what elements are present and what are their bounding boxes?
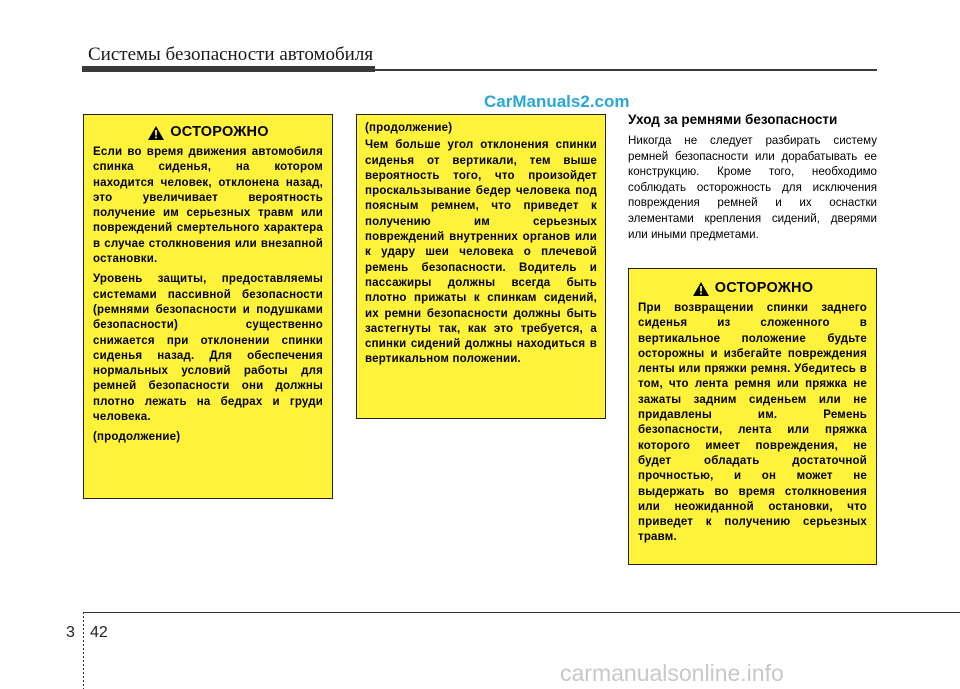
warning-paragraph: Чем больше угол отклонения спинки сиденья от вертикали, тем выше вероятность того, что произойдет проскальзывание бедер человека под поясным ремнем, что приведет к получению им серьезных повреждений внутренних органов или к удару шеи человека о плечевой ремень безопасности. Водитель и пассажиры должны всегда быть плотно прижаты к спинкам сидений, их ремни безопасности должны быть застегнуты так, как это требуется, а спинки сидений должны находиться в вертикальном положении.	[365, 139, 597, 366]
warning-triangle-icon	[147, 125, 165, 141]
continued-note: (продолжение)	[93, 431, 181, 444]
warning-paragraph: Если во время движения автомобиля спинка сиденья, на котором находится человек, отклонена назад, это увеличивает вероятность получение им серьезных травм или повреждений смертельного характера в случае столкновения или внезапной остановки.	[93, 146, 323, 266]
warning-header	[93, 125, 323, 141]
page-number: 42	[90, 624, 108, 641]
warning-triangle-icon	[692, 281, 710, 297]
warning-box-2	[356, 114, 606, 419]
chapter-number: 3	[66, 624, 75, 641]
header-rule-thick	[82, 66, 375, 72]
watermark-top: CarManuals2.com	[484, 92, 630, 111]
warning-box-3	[628, 268, 877, 565]
header-rule-thin	[375, 69, 877, 71]
continued-note: (продолжение)	[365, 122, 453, 134]
footer-divider	[83, 612, 84, 689]
warning-box-1	[83, 114, 333, 499]
footer-rule	[83, 612, 960, 613]
chapter-header-title: Системы безопасности автомобиля	[88, 44, 374, 65]
warning-title: ОСТОРОЖНО	[170, 124, 269, 141]
warning-title: ОСТОРОЖНО	[714, 280, 814, 297]
section-title: Уход за ремнями безопасности	[628, 112, 838, 127]
watermark-bottom: carmanualsonline.info	[560, 660, 784, 686]
warning-paragraph: Уровень защиты, предоставляемы системами пассивной безопасности (ремнями безопасности и подушками безопасности) существенно снижается при отклонении спинки сиденья назад. Для обеспечения нормальных условий работы для ремней безопасности они должны плотно лежать на бедрах и груди человека.	[93, 273, 323, 424]
warning-paragraph: При возвращении спинки заднего сиденья из сложенного в вертикальное положение будьте осторожны и избегайте повреждения ленты или пряжки ремня. Убедитесь в том, что лента ремня или пряжка не зажаты задним сиденьем или не придавлены им. Ремень безопасности, лента или пряжка которого имеет повреждения, не будет обладать достаточной прочностью, и он может не выдержать во время столкновения или неожиданной остановки, что приведет к получению серьезных травм.	[638, 302, 867, 544]
warning-header	[638, 281, 867, 297]
section-body: Никогда не следует разбирать систему ремней безопасности или дорабатывать ее конструкцию. Кроме того, необходимо соблюдать осторожность для исключения повреждения ремней и их оснастки элементами крепления сидений, дверями или иными предметами.	[628, 134, 877, 241]
